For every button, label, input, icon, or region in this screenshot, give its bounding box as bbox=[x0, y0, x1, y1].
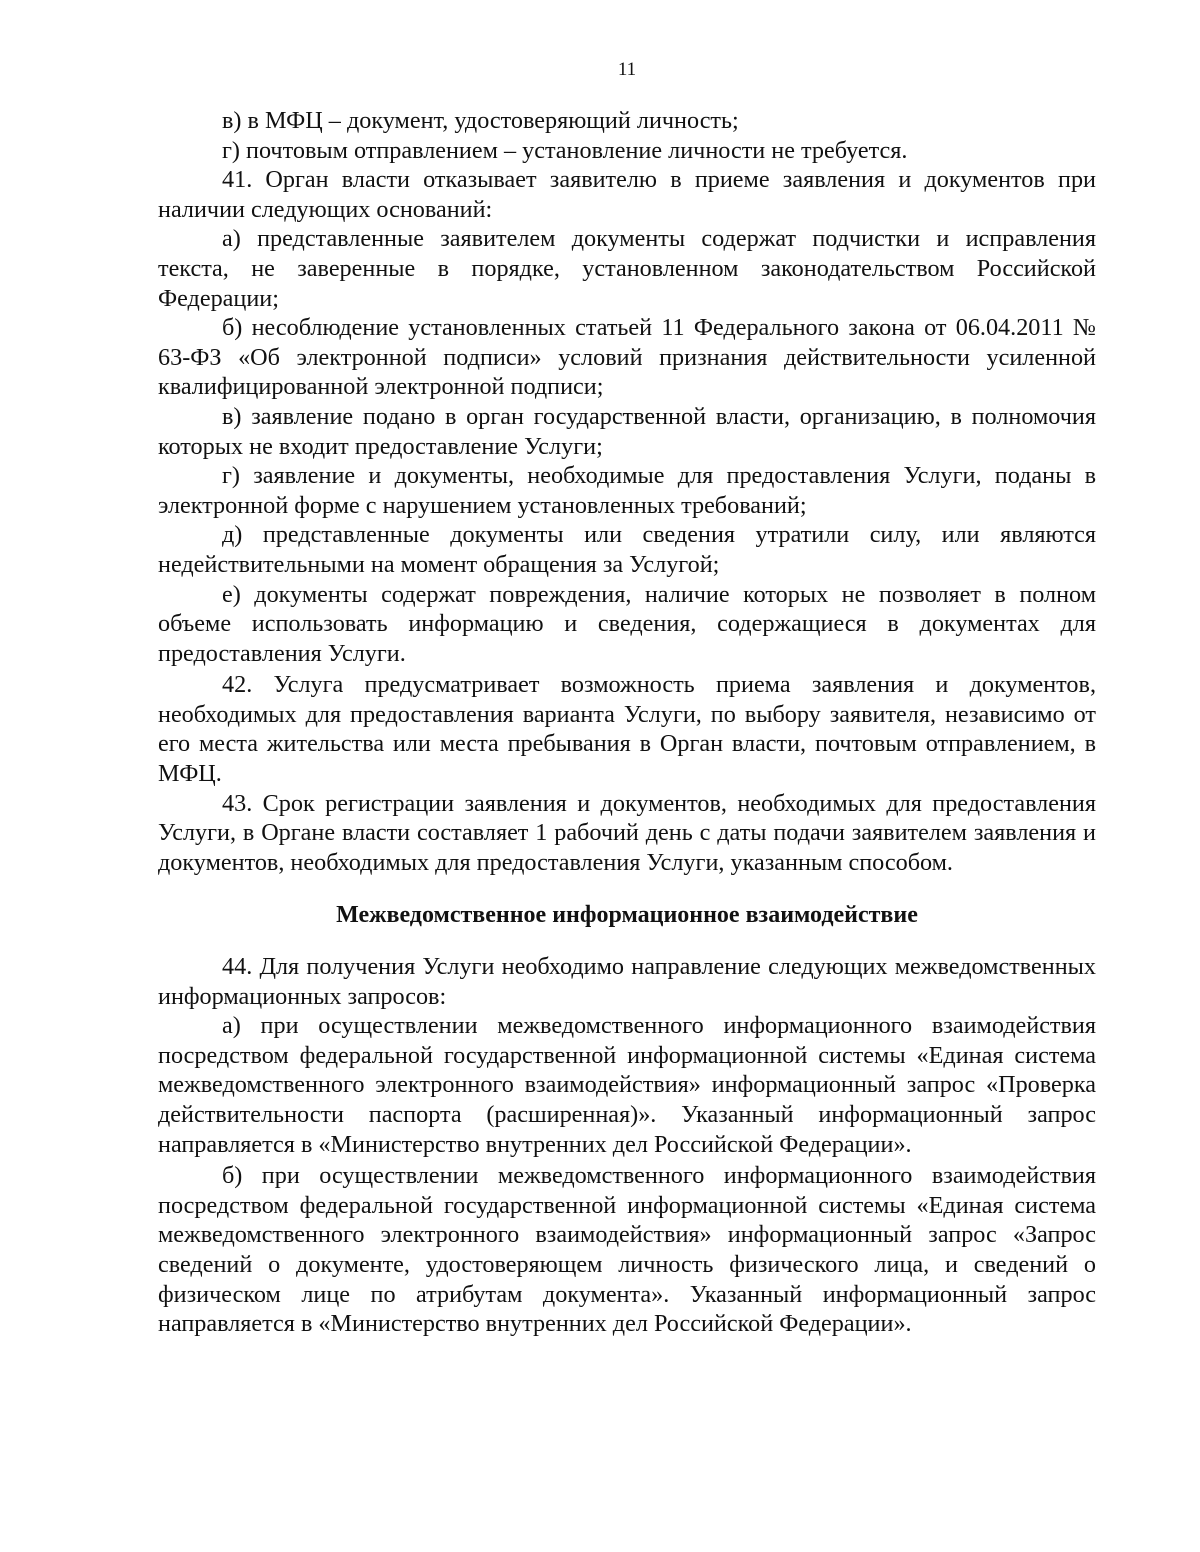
paragraph-41-b: б) несоблюдение установленных статьей 11 Федерального закона от 06.04.2011 № 63-ФЗ «Об электронной подписи» условий признания действительности усиленной квалифицированной электронной подписи; bbox=[158, 314, 1096, 401]
paragraph-41-a: а) представленные заявителем документы содержат подчистки и исправления текста, не заверенные в порядке, установленном законодательством Российской Федерации; bbox=[158, 225, 1096, 312]
paragraph-44-a: а) при осуществлении межведомственного информационного взаимодействия посредством федеральной государственной информационной системы «Единая система межведомственного электронного взаимодействия» информационный запрос «Проверка действительности паспорта (расширенная)». Указанный информационный запрос направляется в «Министерство внутренних дел Российской Федерации». bbox=[158, 1012, 1096, 1158]
paragraph-41-d: д) представленные документы или сведения утратили силу, или являются недействительными на момент обращения за Услугой; bbox=[158, 521, 1096, 578]
paragraph-41-e: е) документы содержат повреждения, наличие которых не позволяет в полном объеме использовать информацию и сведения, содержащиеся в документах для предоставления Услуги. bbox=[158, 580, 1096, 667]
paragraph-41-g: г) заявление и документы, необходимые для предоставления Услуги, поданы в электронной форме с нарушением установленных требований; bbox=[158, 462, 1096, 519]
paragraph-44: 44. Для получения Услуги необходимо направление следующих межведомственных информационных запросов: bbox=[158, 953, 1096, 1010]
paragraph-44-b: б) при осуществлении межведомственного информационного взаимодействия посредством федеральной государственной информационной системы «Единая система межведомственного электронного взаимодействия» информационный запрос «Запрос сведений о документе, удостоверяющем личность физического лица, и сведений о физическом лице по атрибутам документа». Указанный информационный запрос направляется в «Министерство внутренних дел Российской Федерации». bbox=[158, 1162, 1096, 1338]
paragraph-g-mail: г) почтовым отправлением – установление личности не требуется. bbox=[222, 136, 908, 164]
paragraph-43: 43. Срок регистрации заявления и документов, необходимых для предоставления Услуги, в Органе власти составляет 1 рабочий день с даты подачи заявителем заявления и документов, необходимых для предоставления Услуги, указанным способом. bbox=[158, 789, 1096, 876]
paragraph-v-mfc: в) в МФЦ – документ, удостоверяющий личность; bbox=[222, 107, 739, 134]
paragraph-42: 42. Услуга предусматривает возможность приема заявления и документов, необходимых для предоставления варианта Услуги, по выбору заявителя, независимо от его места жительства или места пребывания в Орган власти, почтовым отправлением, в МФЦ. bbox=[158, 671, 1096, 788]
document-body bbox=[158, 106, 1096, 1339]
paragraph-41-v: в) заявление подано в орган государственной власти, организацию, в полномочия которых не входит предоставление Услуги; bbox=[158, 402, 1096, 460]
section-heading: Межведомственное информационное взаимодействие bbox=[336, 902, 918, 929]
paragraph-41: 41. Орган власти отказывает заявителю в приеме заявления и документов при наличии следующих оснований: bbox=[158, 166, 1096, 223]
page-number: 11 bbox=[617, 59, 637, 80]
